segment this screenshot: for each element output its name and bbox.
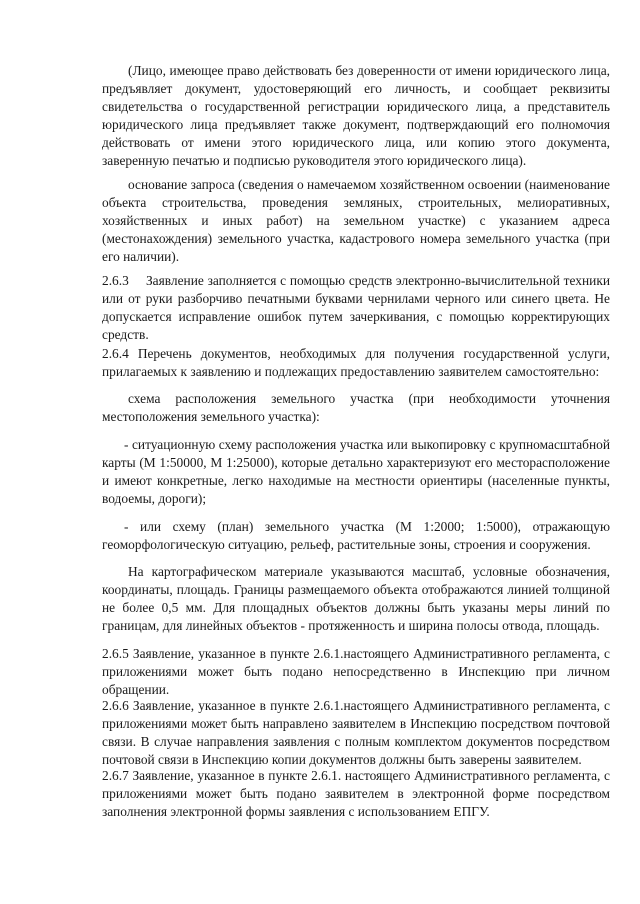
paragraph-2-6-6: 2.6.6 Заявление, указанное в пункте 2.6.1.настоящего Административного регламента, с приложениями может быть направлено заявителем в Инспекцию посредством почтовой связи. В случае направления заявления с полным комплектом документов посредством почтовой связи в Инспекцию копии документов должны быть заверены заявителем. bbox=[102, 698, 610, 767]
list-item-situational-scheme: - ситуационную схему расположения участка или выкопировку с крупномасштабной карты (М 1:50000, М 1:25000), которые детально характеризуют его месторасположение и имеют конкретные, легко находимые на местности ориентиры (населенные пункты, водоемы, дороги); bbox=[102, 437, 610, 506]
paragraph-site-scheme: схема расположения земельного участка (при необходимости уточнения местоположения земельного участка): bbox=[102, 391, 610, 424]
list-item-site-plan: - или схему (план) земельного участка (М 1:2000; 1:5000), отражающую геоморфологическую ситуацию, рельеф, растительные зоны, строения и сооружения. bbox=[102, 519, 610, 552]
paragraph-legal-entity-note: (Лицо, имеющее право действовать без доверенности от имени юридического лица, предъявляет документ, удостоверяющий его личность, и сообщает реквизиты свидетельства о государственной регистрации юридического лица, а представитель юридического лица предъявляет также документ, подтверждающий его полномочия действовать от имени этого юридического лица, или копию этого документа, заверенную печатью и подписью руководителя этого юридического лица). bbox=[102, 63, 610, 168]
paragraph-2-6-3: 2.6.3 Заявление заполняется с помощью средств электронно-вычислительной техники или от руки разборчиво печатными буквами чернилами черного или синего цвета. Не допускается исправление ошибок путем зачеркивания, с помощью корректирующих средств. bbox=[102, 273, 610, 342]
paragraph-request-basis: основание запроса (сведения о намечаемом хозяйственном освоении (наименование объекта строительства, проведения земляных, строительных, мелиоративных, хозяйственных и иных работ) на земельном участке) с указанием адреса (местонахождения) земельного участка, кадастрового номера земельного участка (при его наличии). bbox=[102, 177, 610, 264]
paragraph-map-material: На картографическом материале указываются масштаб, условные обозначения, координаты, площадь. Границы размещаемого объекта отображаются линией толщиной не более 0,5 мм. Для площадных объектов должны быть указаны меры линий по границам, для линейных объектов - протяженность и ширина полосы отвода, площадь. bbox=[102, 564, 610, 633]
paragraph-2-6-4: 2.6.4 Перечень документов, необходимых для получения государственной услуги, прилагаемых к заявлению и подлежащих предоставлению заявителем самостоятельно: bbox=[102, 346, 610, 379]
paragraph-2-6-7: 2.6.7 Заявление, указанное в пункте 2.6.1. настоящего Административного регламента, с приложениями может быть подано заявителем в электронной форме посредством заполнения электронной формы заявления с использованием ЕПГУ. bbox=[102, 768, 610, 819]
paragraph-2-6-5: 2.6.5 Заявление, указанное в пункте 2.6.1.настоящего Административного регламента, с приложениями может быть подано непосредственно в Инспекцию при личном обращении. bbox=[102, 646, 610, 697]
